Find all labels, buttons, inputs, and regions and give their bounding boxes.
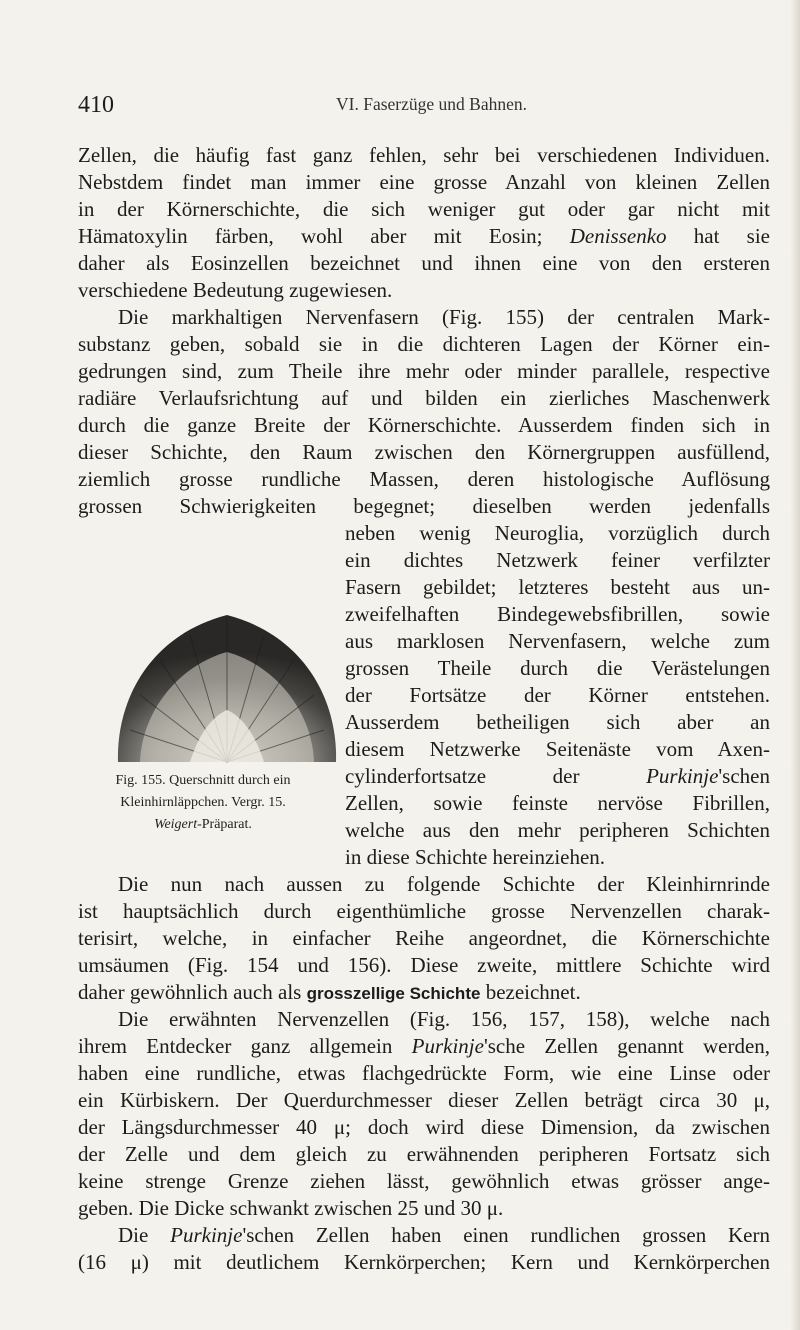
text-fragment: 'schen Zellen haben einen rundlichen grossen Kern <box>242 1223 771 1247</box>
page-edge-shadow <box>790 0 800 1330</box>
text-fragment <box>118 1223 770 1247</box>
text-line: Zellen, die häufig fast ganz fehlen, sehr bei verschiedenen Individuen. <box>78 143 770 167</box>
author-name: Purkinje <box>646 764 719 788</box>
text-line: Die erwähnten Nervenzellen (Fig. 156, 157, 158), welche nach <box>118 1007 770 1031</box>
figure-caption-line: Fig. 155. Querschnitt durch ein <box>115 773 291 788</box>
text-line: (16 μ) mit deutlichem Kernkörperchen; Kern und Kernkörperchen <box>78 1250 770 1274</box>
text-line <box>78 221 770 251</box>
text-fragment <box>646 764 770 788</box>
text-line: neben wenig Neuroglia, vorzüglich durch <box>345 521 770 545</box>
text-fragment: 'schen <box>718 764 770 788</box>
page-number: 410 <box>78 92 114 118</box>
text-line: geben. Die Dicke schwankt zwischen 25 und 30 μ. <box>78 1196 504 1220</box>
text-line: substanz geben, sobald sie in die dichteren Lagen der Körner ein- <box>78 332 770 356</box>
text-fragment: 'sche Zellen genannt werden, <box>483 1034 771 1058</box>
author-name: Denissenko <box>569 224 667 248</box>
author-name: Weigert <box>154 817 198 832</box>
author-name: Purkinje <box>411 1034 484 1058</box>
running-header <box>78 92 778 122</box>
text-line: Die nun nach aussen zu folgende Schichte der Kleinhirnrinde <box>118 872 770 896</box>
text-line: radiäre Verlaufsrichtung auf und bilden ein zierliches Maschenwerk <box>78 386 770 410</box>
text-line: gedrungen sind, zum Theile ihre mehr oder minder parallele, respective <box>78 359 770 383</box>
text-fragment: Die <box>118 1223 149 1247</box>
text-line <box>78 1031 770 1061</box>
text-line: haben eine rundliche, etwas flachgedrückte Form, wie eine Linse oder <box>78 1061 770 1085</box>
text-line <box>345 761 770 791</box>
text-line: Zellen, sowie feinste nervöse Fibrillen, <box>345 791 770 815</box>
text-line: grossen Theile durch die Verästelungen <box>345 656 770 680</box>
text-line: ein dichtes Netzwerk feiner verfilzter <box>345 548 770 572</box>
text-line: zweifelhaften Bindegewebsfibrillen, sowie <box>345 602 770 626</box>
text-line: verschiedene Bedeutung zugewiesen. <box>78 278 393 302</box>
text-line: durch die ganze Breite der Körnerschichte. Ausserdem finden sich in <box>78 413 770 437</box>
text-line: diesem Netzwerke Seitenäste vom Axen- <box>345 737 770 761</box>
text-line: in diese Schichte hereinziehen. <box>345 845 606 869</box>
text-line: in der Körnerschichte, die sich weniger gut oder gar nicht mit <box>78 197 770 221</box>
text-line: welche aus den mehr peripheren Schichten <box>345 818 770 842</box>
text-line: ist hauptsächlich durch eigenthümliche grosse Nervenzellen charak- <box>78 899 770 923</box>
figure-caption-line: Kleinhirnläppchen. Vergr. 15. <box>120 795 286 810</box>
running-title: VI. Faserzüge und Bahnen. <box>336 94 527 114</box>
text-fragment <box>412 1034 770 1058</box>
text-line: ziemlich grosse rundliche Massen, deren histologische Auflösung <box>78 467 770 491</box>
text-line <box>118 1220 770 1250</box>
text-line: terisirt, welche, in einfacher Reihe angeordnet, die Körnerschichte <box>78 926 770 950</box>
figure-cerebellum-section <box>110 580 344 770</box>
text-line: der Zelle und dem gleich zu erwähnenden peripheren Fortsatz sich <box>78 1142 770 1166</box>
cerebellum-illustration <box>110 580 344 770</box>
text-line: Nebstdem findet man immer eine grosse Anzahl von kleinen Zellen <box>78 170 770 194</box>
text-line: der Längsdurchmesser 40 μ; doch wird diese Dimension, da zwischen <box>78 1115 770 1139</box>
text-line: Die markhaltigen Nervenfasern (Fig. 155) der centralen Mark- <box>118 305 770 329</box>
text-line: der Fortsätze der Körner entstehen. <box>345 683 770 707</box>
text-line: keine strenge Grenze ziehen lässt, gewöhnlich etwas grösser ange- <box>78 1169 770 1193</box>
text-line: aus marklosen Nervenfasern, welche zum <box>345 629 770 653</box>
text-line: ein Kürbiskern. Der Querdurchmesser dieser Zellen beträgt circa 30 μ, <box>78 1088 770 1112</box>
figure-caption-line <box>70 814 336 836</box>
text-fragment: ihrem Entdecker ganz allgemein <box>78 1034 393 1058</box>
text-fragment: bezeichnet. <box>485 980 581 1004</box>
text-fragment: Hämatoxylin färben, wohl aber mit Eosin; <box>78 224 543 248</box>
text-fragment: cylinderfortsatze der <box>345 764 580 788</box>
text-line: grossen Schwierigkeiten begegnet; dieselben werden jedenfalls <box>78 494 770 518</box>
text-fragment: hat sie <box>693 224 770 248</box>
text-line <box>78 977 770 1007</box>
text-line: dieser Schichte, den Raum zwischen den Körnergruppen ausfüllend, <box>78 440 770 464</box>
text-line: daher als Eosinzellen bezeichnet und ihnen eine von den ersteren <box>78 251 770 275</box>
text-fragment: -Präparat. <box>197 817 252 832</box>
bold-term: grosszellige Schichte <box>306 984 481 1003</box>
text-line: Ausserdem betheiligen sich aber an <box>345 710 770 734</box>
text-line: Fasern gebildet; letzteres besteht aus un- <box>345 575 770 599</box>
text-fragment: daher gewöhnlich auch als <box>78 980 302 1004</box>
author-name: Purkinje <box>170 1223 243 1247</box>
text-line: umsäumen (Fig. 154 und 156). Diese zweite, mittlere Schichte wird <box>78 953 770 977</box>
